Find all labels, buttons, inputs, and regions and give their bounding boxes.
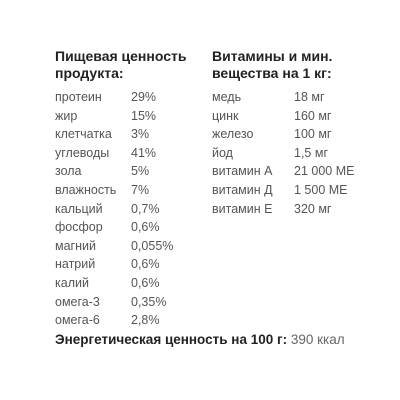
energy-label: Энергетическая ценность на 100 г: (55, 332, 288, 347)
nutrition-label: магний (55, 238, 96, 253)
vitamin-value: 160 мг (294, 108, 332, 123)
nutrition-row (55, 88, 205, 107)
vitamin-row (212, 200, 372, 219)
nutrition-row (55, 255, 205, 274)
vitamin-label: железо (212, 127, 254, 142)
nutrition-list (55, 88, 205, 330)
vitamins-heading (212, 48, 372, 82)
vitamin-value: 21 000 МЕ (294, 164, 355, 179)
nutrition-row (55, 144, 205, 163)
energy-value: 390 ккал (290, 332, 345, 347)
nutrition-label: кальций (55, 201, 103, 216)
nutrition-heading-line-2: продукта: (55, 65, 124, 81)
nutrition-row (55, 181, 205, 200)
nutrition-label: натрий (55, 257, 96, 272)
nutrition-value: 2,8% (131, 313, 160, 328)
vitamin-value: 18 мг (294, 90, 325, 104)
nutrition-value: 41% (131, 145, 157, 160)
vitamin-value: 1 500 МЕ (294, 182, 348, 197)
nutrition-row (55, 218, 205, 237)
energy-value-line (55, 332, 345, 347)
nutrition-value: 0,7% (131, 201, 160, 216)
vitamin-row (212, 144, 372, 163)
vitamin-label: витамин Д (212, 182, 273, 197)
vitamins-list (212, 88, 372, 218)
vitamin-row (212, 181, 372, 200)
vitamin-label: витамин Е (212, 201, 273, 216)
nutrition-row (55, 311, 205, 330)
vitamin-label: медь (212, 90, 242, 104)
nutrition-label: зола (55, 164, 82, 179)
vitamin-label: цинк (212, 108, 239, 123)
nutrition-row (55, 125, 205, 144)
vitamin-row (212, 125, 372, 144)
vitamins-section (212, 48, 372, 218)
nutrition-value: 0,6% (131, 275, 160, 290)
nutrition-value: 5% (131, 164, 150, 179)
nutrition-value: 29% (131, 90, 157, 104)
vitamin-value: 320 мг (294, 201, 332, 216)
nutrition-heading (55, 48, 205, 82)
vitamins-heading-line-1: Витамины и мин. (212, 48, 333, 64)
nutrition-value: 0,6% (131, 220, 160, 235)
nutrition-heading-line-1: Пищевая ценность (55, 48, 187, 64)
nutrition-row (55, 274, 205, 293)
vitamin-value: 100 мг (294, 127, 332, 142)
nutrition-label: углеводы (55, 145, 110, 160)
vitamin-value: 1,5 мг (294, 145, 329, 160)
nutrition-label: жир (55, 108, 78, 123)
nutrition-value: 7% (131, 182, 150, 197)
nutrition-label: омега-6 (55, 313, 100, 328)
nutrition-row (55, 162, 205, 181)
nutrition-label: фосфор (55, 220, 103, 235)
nutrition-label: омега-3 (55, 294, 100, 309)
nutrition-value: 0,35% (131, 294, 167, 309)
nutrition-value: 3% (131, 127, 150, 142)
vitamin-label: йод (212, 145, 233, 160)
nutrition-label: калий (55, 275, 89, 290)
nutrition-label: влажность (55, 182, 117, 197)
nutrition-row (55, 200, 205, 219)
nutrition-row (55, 237, 205, 256)
nutrition-row (55, 293, 205, 312)
vitamin-label: витамин А (212, 164, 273, 179)
nutrition-section (55, 48, 205, 330)
nutrition-value: 15% (131, 108, 157, 123)
vitamin-row (212, 107, 372, 126)
nutrition-row (55, 107, 205, 126)
nutrition-value: 0,6% (131, 257, 160, 272)
vitamin-row (212, 162, 372, 181)
vitamin-row (212, 88, 372, 107)
nutrition-value: 0,055% (131, 238, 174, 253)
nutrition-label: протеин (55, 90, 102, 104)
vitamins-heading-line-2: вещества на 1 кг: (212, 65, 332, 81)
nutrition-label: клетчатка (55, 127, 112, 142)
